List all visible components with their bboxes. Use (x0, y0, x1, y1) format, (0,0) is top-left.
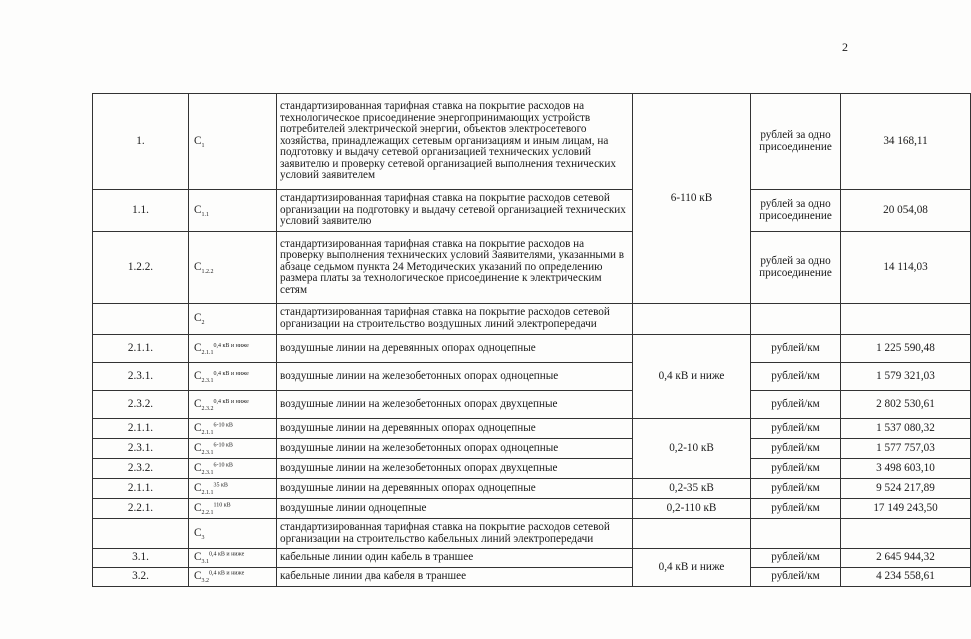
unit-cell: рублей/км (751, 479, 841, 499)
value-cell: 14 114,03 (841, 232, 971, 304)
value-cell: 1 577 757,03 (841, 439, 971, 459)
voltage-cell: 0,2-35 кВ (633, 479, 751, 499)
rate-code: $C_1$ (189, 94, 277, 190)
voltage-cell: 6-110 кВ (633, 94, 751, 304)
rate-description: кабельные линии один кабель в траншее (277, 549, 633, 568)
table-row (93, 568, 971, 587)
table-row (93, 439, 971, 459)
rate-description: воздушные линии на железобетонных опорах одноцепные (277, 363, 633, 391)
table-row (93, 363, 971, 391)
rate-description: кабельные линии два кабеля в траншее (277, 568, 633, 587)
voltage-cell (633, 519, 751, 549)
unit-cell (751, 519, 841, 549)
row-number (93, 519, 189, 549)
rate-description: воздушные линии на железобетонных опорах двухцепные (277, 391, 633, 419)
rate-description: стандартизированная тарифная ставка на покрытие расходов сетевой организации на строительство воздушных линий электропередачи (277, 304, 633, 335)
unit-cell: рублей/км (751, 391, 841, 419)
value-cell: 1 579 321,03 (841, 363, 971, 391)
rate-code: $C_{2.1.1}0,4$ кВ и ниже (189, 335, 277, 363)
value-cell: 17 149 243,50 (841, 499, 971, 519)
value-cell: 1 537 080,32 (841, 419, 971, 439)
rate-code: $C_3$ (189, 519, 277, 549)
unit-cell: рублей/км (751, 459, 841, 479)
table-row (93, 479, 971, 499)
voltage-cell: 0,4 кВ и ниже (633, 335, 751, 419)
table-row (93, 499, 971, 519)
rate-code: $C_{2.3.2}0,4$ кВ и ниже (189, 391, 277, 419)
rate-code: $C_{2.2.1}^{110 кВ}$ (189, 499, 277, 519)
unit-cell: рублей/км (751, 419, 841, 439)
unit-cell: рублей/км (751, 439, 841, 459)
rate-description: воздушные линии на железобетонных опорах двухцепные (277, 459, 633, 479)
table-row (93, 459, 971, 479)
value-cell: 2 645 944,32 (841, 549, 971, 568)
row-number: 2.3.2. (93, 391, 189, 419)
value-cell (841, 519, 971, 549)
rate-description: стандартизированная тарифная ставка на покрытие расходов сетевой организации на строительство кабельных линий электропередачи (277, 519, 633, 549)
row-number: 3.2. (93, 568, 189, 587)
row-number: 2.3.1. (93, 439, 189, 459)
rate-description: воздушные линии на деревянных опорах одноцепные (277, 479, 633, 499)
rate-description: воздушные линии на деревянных опорах одноцепные (277, 419, 633, 439)
value-cell: 34 168,11 (841, 94, 971, 190)
row-number: 2.2.1. (93, 499, 189, 519)
rate-code: $C_{2.3.1}0,4$ кВ и ниже (189, 363, 277, 391)
rate-description: стандартизированная тарифная ставка на покрытие расходов сетевой организации на подготовку и выдачу сетевой организацией технических условий заявителю (277, 190, 633, 232)
table-row (93, 519, 971, 549)
row-number: 2.1.1. (93, 479, 189, 499)
value-cell: 2 802 530,61 (841, 391, 971, 419)
rate-description: воздушные линии на деревянных опорах одноцепные (277, 335, 633, 363)
unit-cell: рублей за одно присоединение (751, 94, 841, 190)
row-number: 2.3.1. (93, 363, 189, 391)
table-row (93, 94, 971, 190)
page-number: 2 (842, 40, 848, 54)
table-row (93, 304, 971, 335)
row-number (93, 304, 189, 335)
value-cell: 4 234 558,61 (841, 568, 971, 587)
rate-code: $C_{2.1.1}^{6-10 кВ}$ (189, 419, 277, 439)
rate-code: $C_{1.1}$ (189, 190, 277, 232)
rate-code: $C_{2.3.1}^{6-10 кВ}$ (189, 439, 277, 459)
value-cell: 9 524 217,89 (841, 479, 971, 499)
row-number: 1.2.2. (93, 232, 189, 304)
row-number: 2.1.1. (93, 335, 189, 363)
table-row (93, 232, 971, 304)
table-row (93, 391, 971, 419)
row-number: 2.1.1. (93, 419, 189, 439)
voltage-cell: 0,2-10 кВ (633, 419, 751, 479)
unit-cell: рублей за одно присоединение (751, 190, 841, 232)
rate-code: $C_2$ (189, 304, 277, 335)
rate-description: воздушные линии на железобетонных опорах одноцепные (277, 439, 633, 459)
rate-code: $C_{2.1.1}^{35 кВ}$ (189, 479, 277, 499)
voltage-cell: 0,2-110 кВ (633, 499, 751, 519)
rate-code: $C_{3.1}^{0,4 кВ и ниже}$ (189, 549, 277, 568)
unit-cell (751, 304, 841, 335)
row-number: 1. (93, 94, 189, 190)
unit-cell: рублей/км (751, 335, 841, 363)
rate-description: стандартизированная тарифная ставка на покрытие расходов на проверку выполнения технических условий Заявителями, указанными в абзаце седьмом пункта 24 Методических указаний по определению размера платы за технологическое присоединение к электрическим сетям (277, 232, 633, 304)
unit-cell: рублей/км (751, 568, 841, 587)
value-cell: 20 054,08 (841, 190, 971, 232)
table-row (93, 190, 971, 232)
table-row (93, 549, 971, 568)
rate-code: $C_{1.2.2}$ (189, 232, 277, 304)
tariff-table (92, 93, 971, 587)
unit-cell: рублей/км (751, 549, 841, 568)
row-number: 1.1. (93, 190, 189, 232)
voltage-cell: 0,4 кВ и ниже (633, 549, 751, 587)
rate-description: стандартизированная тарифная ставка на покрытие расходов на технологическое присоединение энергопринимающих устройств потребителей электрической энергии, объектов электросетевого хозяйства, принадлежащих сетевым организациям и иным лицам, на подготовку и выдачу сетевой организацией технических условий заявителю и проверку сетевой организацией выполнения технических условий заявителем (277, 94, 633, 190)
value-cell (841, 304, 971, 335)
unit-cell: рублей/км (751, 363, 841, 391)
table-row (93, 335, 971, 363)
rate-description: воздушные линии одноцепные (277, 499, 633, 519)
rate-code: $C_{3.2}^{0,4 кВ и ниже}$ (189, 568, 277, 587)
rate-code: $C_{2.3.1}^{6-10 кВ}$ (189, 459, 277, 479)
voltage-cell (633, 304, 751, 335)
value-cell: 1 225 590,48 (841, 335, 971, 363)
value-cell: 3 498 603,10 (841, 459, 971, 479)
table-row (93, 419, 971, 439)
unit-cell: рублей/км (751, 499, 841, 519)
unit-cell: рублей за одно присоединение (751, 232, 841, 304)
row-number: 2.3.2. (93, 459, 189, 479)
row-number: 3.1. (93, 549, 189, 568)
